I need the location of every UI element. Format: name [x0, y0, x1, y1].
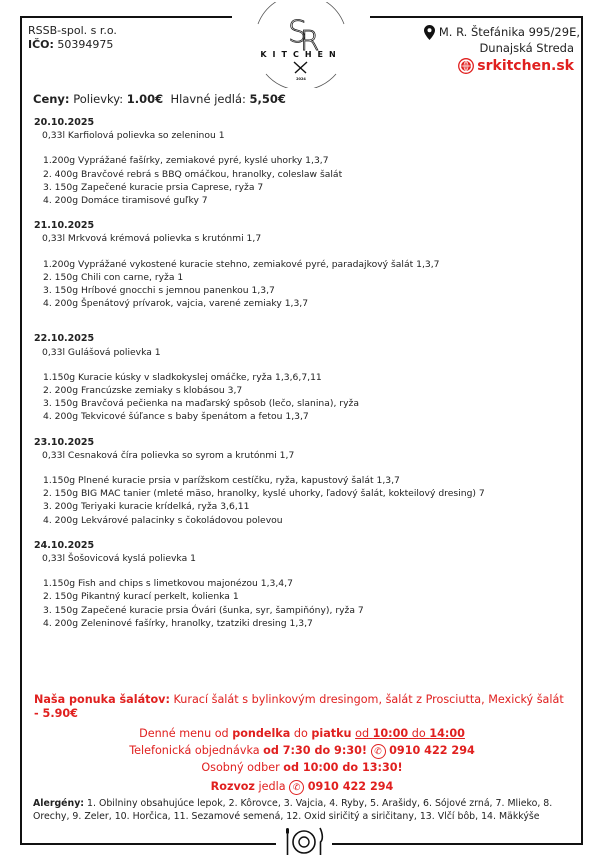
company-name: RSSB-spol. s r.o. — [28, 24, 117, 37]
daily-from-day: pondelka — [232, 727, 291, 740]
phone-icon: ✆ — [289, 780, 304, 795]
logo-kitchen-text: KITCHEN — [260, 50, 342, 59]
main-price: 5,50€ — [249, 92, 286, 106]
menu-item: 4. 200g Domáce tiramisové guľky 7 — [43, 195, 208, 207]
website-link[interactable] — [424, 58, 580, 74]
phone-number-link[interactable]: 0910 422 294 — [389, 744, 475, 757]
phone-order-line — [34, 742, 570, 759]
cutlery-icon — [294, 62, 307, 73]
salad-offer — [34, 693, 570, 721]
menu-item: 2. 200g Francúzske zemiaky s klobásou 3,7 — [43, 385, 243, 397]
globe-icon — [458, 58, 474, 74]
address-line1: M. R. Štefánika 995/29E, — [438, 25, 580, 39]
soup-price-label: Polievky: — [73, 92, 124, 106]
logo-s: S — [288, 15, 308, 50]
day-soup: 0,33l Mrkvová krémová polievka s krutónmi 1,7 — [42, 233, 262, 245]
menu-item: 1.200g Vyprážané fašírky, zemiakové pyré, kyslé uhorky 1,3,7 — [43, 155, 329, 167]
menu-item: 2. 150g Pikantný kurací perkelt, kolienka 1 — [43, 591, 239, 603]
delivery-label-bold: Rozvoz — [210, 780, 255, 793]
website-text[interactable]: srkitchen.sk — [477, 58, 574, 74]
day-soup: 0,33l Šošovicová kyslá polievka 1 — [42, 553, 196, 565]
prices-line — [33, 92, 286, 106]
address-block — [424, 24, 580, 74]
menu-item: 1.150g Fish and chips s limetkovou majonézou 1,3,4,7 — [43, 578, 293, 590]
day-date: 23.10.2025 — [34, 436, 95, 448]
daily-hours — [355, 727, 465, 740]
salad-price: - 5.90€ — [34, 707, 78, 720]
pickup-time: od 10:00 do 13:30! — [283, 761, 403, 774]
address-row — [424, 24, 580, 40]
logo-year: 2024 — [296, 77, 306, 81]
daily-time-to: 14:00 — [429, 727, 465, 740]
delivery-line — [34, 778, 570, 795]
day-soup: 0,33l Gulášová polievka 1 — [42, 346, 161, 358]
day-items — [34, 371, 574, 424]
menu-item: 2. 400g Bravčové rebrá s BBQ omáčkou, hranolky, coleslaw šalát — [43, 168, 343, 180]
logo-r: R — [300, 24, 320, 57]
delivery-phone-link[interactable]: 0910 422 294 — [307, 780, 394, 793]
menu-item: 4. 200g Zeleninové fašírky, hranolky, tzatziki dresing 1,3,7 — [43, 617, 313, 629]
menu-item: 4. 200g Tekvicové šúľance s baby špenátom a fetou 1,3,7 — [43, 411, 309, 423]
menu-item: 2. 150g BIG MAC tanier (mleté mäso, hranolky, kyslé uhorky, ľadový šalát, kokteilový dresing) 7 — [43, 488, 485, 500]
phone-order-label: Telefonická objednávka — [129, 744, 264, 757]
pickup-label: Osobný odber — [201, 761, 284, 774]
daily-time-from: 10:00 — [372, 727, 409, 740]
ico-label: IČO: — [28, 38, 54, 51]
salad-label: Naša ponuka šalátov: — [34, 693, 170, 706]
day-items — [34, 154, 574, 207]
daily-text: do — [290, 727, 312, 740]
menu-item: 4. 200g Špenátový prívarok, vajcia, varené zemiaky 1,3,7 — [43, 298, 309, 310]
company-ico — [28, 38, 117, 52]
menu-item: 4. 200g Lekvárové palacinky s čokoládovou polevou — [43, 514, 283, 526]
menu-item: 2. 150g Chili con carne, ryža 1 — [43, 271, 184, 283]
day-date: 24.10.2025 — [34, 539, 95, 551]
allergens-list: 1. Obilniny obsahujúce lepok, 2. Kôrovce, 3. Vajcia, 4. Ryby, 5. Arašidy, 6. Sójové zrná, 7. Mlieko, 8. Orechy, 9. Zeler, 10. Horčica, 11. Sezamové semená, 12. Oxid siričitý a siričitany, 13. Vlčí bôb, 14. Mäkkýše — [33, 798, 553, 823]
day-date: 21.10.2025 — [34, 220, 95, 232]
daily-text: Denné menu od — [139, 727, 233, 740]
allergens-label: Alergény: — [33, 798, 85, 809]
ico-value: 50394975 — [57, 38, 114, 51]
day-date: 20.10.2025 — [34, 117, 95, 128]
day-date: 22.10.2025 — [34, 333, 95, 345]
day-menu — [34, 539, 574, 630]
menu-item: 3. 150g Bravčová pečienka na maďarský spôsob (lečo, slanina), ryža — [43, 398, 359, 410]
daily-menu-hours — [34, 725, 570, 742]
day-items — [34, 258, 574, 311]
day-soup: 0,33l Cesnaková číra polievka so syrom a krutónmi 1,7 — [42, 449, 295, 461]
ordering-info — [34, 725, 570, 795]
daily-text: do — [408, 727, 430, 740]
salad-list: Kurací šalát s bylinkovým dresingom, šalát z Prosciutta, Mexický šalát — [169, 693, 564, 706]
menu-item: 1.150g Plnené kuracie prsia v parížskom cestíčku, ryža, kapustový šalát 1,3,7 — [43, 475, 400, 487]
plate-cutlery-icon — [283, 826, 325, 856]
day-menu — [34, 116, 574, 207]
phone-order-time: od 7:30 do 9:30! — [263, 744, 367, 757]
sr-kitchen-logo — [236, 2, 366, 88]
phone-icon: ✆ — [371, 744, 386, 759]
pickup-line — [34, 759, 570, 776]
menu-item: 1.150g Kuracie kúsky v sladkokyslej omáčke, ryža 1,3,6,7,11 — [43, 371, 322, 383]
delivery-label: jedla — [254, 780, 286, 793]
menu-item: 3. 200g Teriyaki kuracie krídelká, ryža 3,6,11 — [43, 501, 250, 513]
address-line2: Dunajská Streda — [479, 41, 574, 55]
day-items — [34, 474, 574, 527]
map-pin-icon — [424, 25, 435, 40]
day-soup: 0,33l Karfiolová polievka so zeleninou 1 — [42, 130, 225, 142]
day-menu — [34, 332, 574, 423]
daily-to-day: piatku — [311, 727, 352, 740]
menu-item: 3. 150g Zapečené kuracie prsia Óvári (šunka, syr, šampiňóny), ryža 7 — [43, 604, 364, 616]
soup-price: 1.00€ — [126, 92, 164, 106]
weekly-menu — [34, 116, 574, 642]
company-info — [28, 24, 117, 52]
main-price-label: Hlavné jedlá: — [170, 92, 246, 106]
day-items — [34, 577, 574, 630]
menu-item: 1.200g Vyprážané vykostené kuracie stehno, zemiakové pyré, paradajkový šalát 1,3,7 — [43, 258, 440, 270]
day-menu — [34, 219, 574, 310]
daily-text: od — [355, 727, 373, 740]
day-menu — [34, 436, 574, 527]
prices-label: Ceny: — [33, 92, 70, 106]
allergens-legend — [33, 797, 578, 823]
menu-item: 3. 150g Hríbové gnocchi s jemnou panenkou 1,3,7 — [43, 285, 275, 297]
menu-item: 3. 150g Zapečené kuracie prsia Caprese, ryža 7 — [43, 181, 264, 193]
